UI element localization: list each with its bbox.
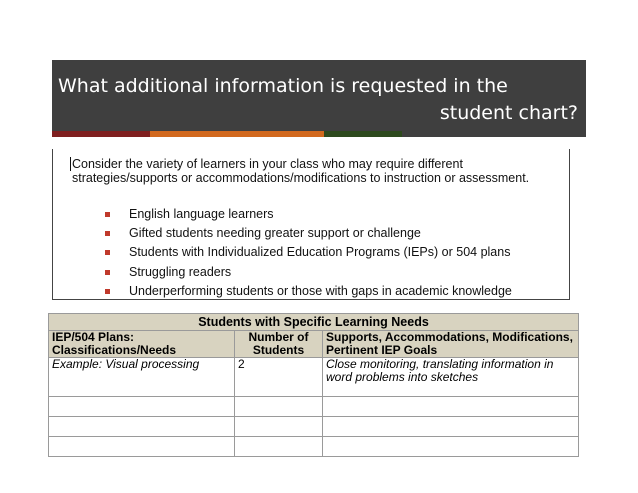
text-cursor <box>70 157 71 171</box>
learning-needs-table <box>48 313 579 457</box>
bullet-square-icon <box>105 250 110 255</box>
accent-strip <box>52 131 586 137</box>
bullet-square-icon <box>105 212 110 217</box>
column-header-supports: Supports, Accommodations, Modifications, Pertinent IEP Goals <box>323 331 579 358</box>
column-header-number-of-students: Number of Students <box>235 331 323 358</box>
table-title: Students with Specific Learning Needs <box>49 314 579 331</box>
bullet-square-icon <box>105 270 110 275</box>
slide-title <box>58 73 578 127</box>
learner-bullet-item: Students with Individualized Education Programs (IEPs) or 504 plans <box>103 243 512 262</box>
slide-title-bar <box>52 60 586 131</box>
bullet-square-icon <box>105 289 110 294</box>
table-row-empty <box>49 397 579 417</box>
accent-segment-2 <box>150 131 324 137</box>
table-title-row <box>49 314 579 331</box>
table-row <box>49 358 579 397</box>
column-header-classifications: IEP/504 Plans: Classifications/Needs <box>49 331 235 358</box>
table-cell-classification: Example: Visual processing <box>49 358 235 397</box>
accent-segment-4 <box>402 131 586 137</box>
table-cell-supports: Close monitoring, translating information in word problems into sketches <box>323 358 579 397</box>
table-cell-count: 2 <box>235 358 323 397</box>
table-header-row <box>49 331 579 358</box>
learner-bullet-item: English language learners <box>103 205 512 224</box>
accent-segment-1 <box>52 131 150 137</box>
table-row-empty <box>49 437 579 457</box>
consider-intro-text: Consider the variety of learners in your class who may require different strategies/supports or accommodations/modifications to instruction or assessment. <box>72 157 530 185</box>
learning-needs-table-wrap <box>48 313 578 457</box>
learner-bullet-item: Gifted students needing greater support or challenge <box>103 224 512 243</box>
learner-bullet-list <box>103 205 512 301</box>
table-row-empty <box>49 417 579 437</box>
learner-bullet-item: Struggling readers <box>103 263 512 282</box>
accent-segment-3 <box>324 131 402 137</box>
consider-learners-box <box>52 149 570 300</box>
slide-title-line-1: What additional information is requested in the <box>58 75 508 97</box>
bullet-square-icon <box>105 231 110 236</box>
slide-title-line-2: student chart? <box>439 102 578 124</box>
learner-bullet-item: Underperforming students or those with gaps in academic knowledge <box>103 282 512 301</box>
